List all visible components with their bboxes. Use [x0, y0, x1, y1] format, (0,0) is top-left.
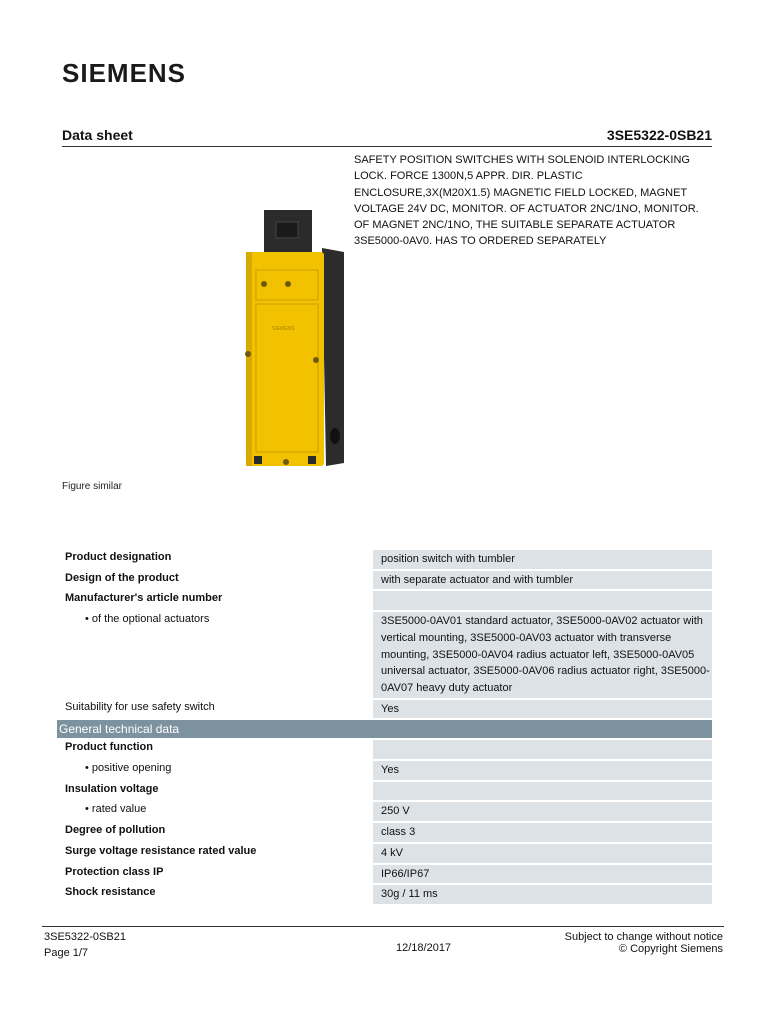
row-label: Manufacturer's article number — [65, 592, 223, 605]
row-value: IP66/IP67 — [373, 865, 712, 884]
row-value: Yes — [373, 761, 712, 780]
row-value: Yes — [373, 700, 712, 719]
table-row — [57, 802, 712, 821]
row-value: 30g / 11 ms — [373, 885, 712, 904]
figure-label: SIEMENS — [272, 326, 295, 332]
row-label: Protection class IP — [65, 865, 164, 878]
table-row — [57, 612, 712, 698]
table-row — [57, 865, 712, 884]
row-label: • of the optional actuators — [85, 613, 210, 626]
article-number: 3SE5322-0SB21 — [606, 127, 712, 143]
row-label: Product designation — [65, 551, 172, 563]
footer-copyright: © Copyright Siemens — [618, 943, 723, 955]
table-row — [57, 782, 712, 801]
section-header — [57, 720, 712, 738]
row-value: class 3 — [373, 823, 712, 842]
row-label: Surge voltage resistance rated value — [65, 844, 257, 857]
row-label: Degree of pollution — [65, 824, 166, 837]
figure-caption: Figure similar — [62, 481, 123, 492]
row-label: • rated value — [85, 803, 147, 816]
table-row — [57, 591, 712, 610]
table-row — [57, 700, 712, 719]
table-row — [57, 550, 712, 569]
siemens-logo: SIEMENS — [62, 58, 187, 88]
footer-article: 3SE5322-0SB21 — [44, 931, 126, 943]
row-label: Insulation voltage — [65, 782, 159, 795]
table-row — [57, 823, 712, 842]
row-label: Suitability for use safety switch — [65, 700, 215, 713]
row-value — [373, 782, 712, 801]
table-row — [57, 885, 712, 904]
product-description: SAFETY POSITION SWITCHES WITH SOLENOID INTERLOCKING LOCK. FORCE 1300N,5 APPR. DIR. PLASTIC ENCLOSURE,3X(M20X1.5) MAGNETIC FIELD LOCKED, MAGNET VOLTAGE 24V DC, MONITOR. OF ACTUATOR 2NC/1NO, MONITOR. OF MAGNET 2NC/1NO, THE SUITABLE SEPARATE ACTUATOR 3SE5000-0AV0. HAS TO ORDERED SEPARATELY — [354, 154, 699, 248]
datasheet-header — [62, 126, 712, 147]
row-value — [373, 591, 712, 610]
row-value — [373, 740, 712, 759]
table-row — [57, 740, 712, 759]
row-value: 3SE5000-0AV01 standard actuator, 3SE5000-0AV02 actuator with vertical mounting, 3SE5000-0AV03 actuator with transverse mounting, 3SE5000-0AV04 radius actuator left, 3SE5000-0AV05 universal actuator, 3SE5000-0AV06 radius actuator right, 3SE5000-0AV07 heavy duty actuator — [373, 612, 712, 698]
row-value: with separate actuator and with tumbler — [373, 571, 712, 590]
row-label: Product function — [65, 741, 153, 754]
footer-date: 12/18/2017 — [396, 942, 452, 954]
footer-notice: Subject to change without notice — [564, 931, 723, 943]
specifications-table — [57, 548, 712, 906]
footer-page-number: Page 1/7 — [44, 947, 89, 959]
row-label: Design of the product — [65, 571, 179, 584]
row-value: 4 kV — [373, 844, 712, 863]
row-label: • positive opening — [85, 762, 172, 775]
row-value: position switch with tumbler — [373, 550, 712, 569]
table-row — [57, 571, 712, 590]
row-value: 250 V — [373, 802, 712, 821]
footer-divider — [42, 926, 724, 927]
section-title: General technical data — [57, 720, 712, 738]
table-row — [57, 844, 712, 863]
row-label: Shock resistance — [65, 886, 156, 899]
datasheet-title: Data sheet — [62, 127, 133, 143]
table-row — [57, 761, 712, 780]
product-image — [244, 208, 352, 470]
